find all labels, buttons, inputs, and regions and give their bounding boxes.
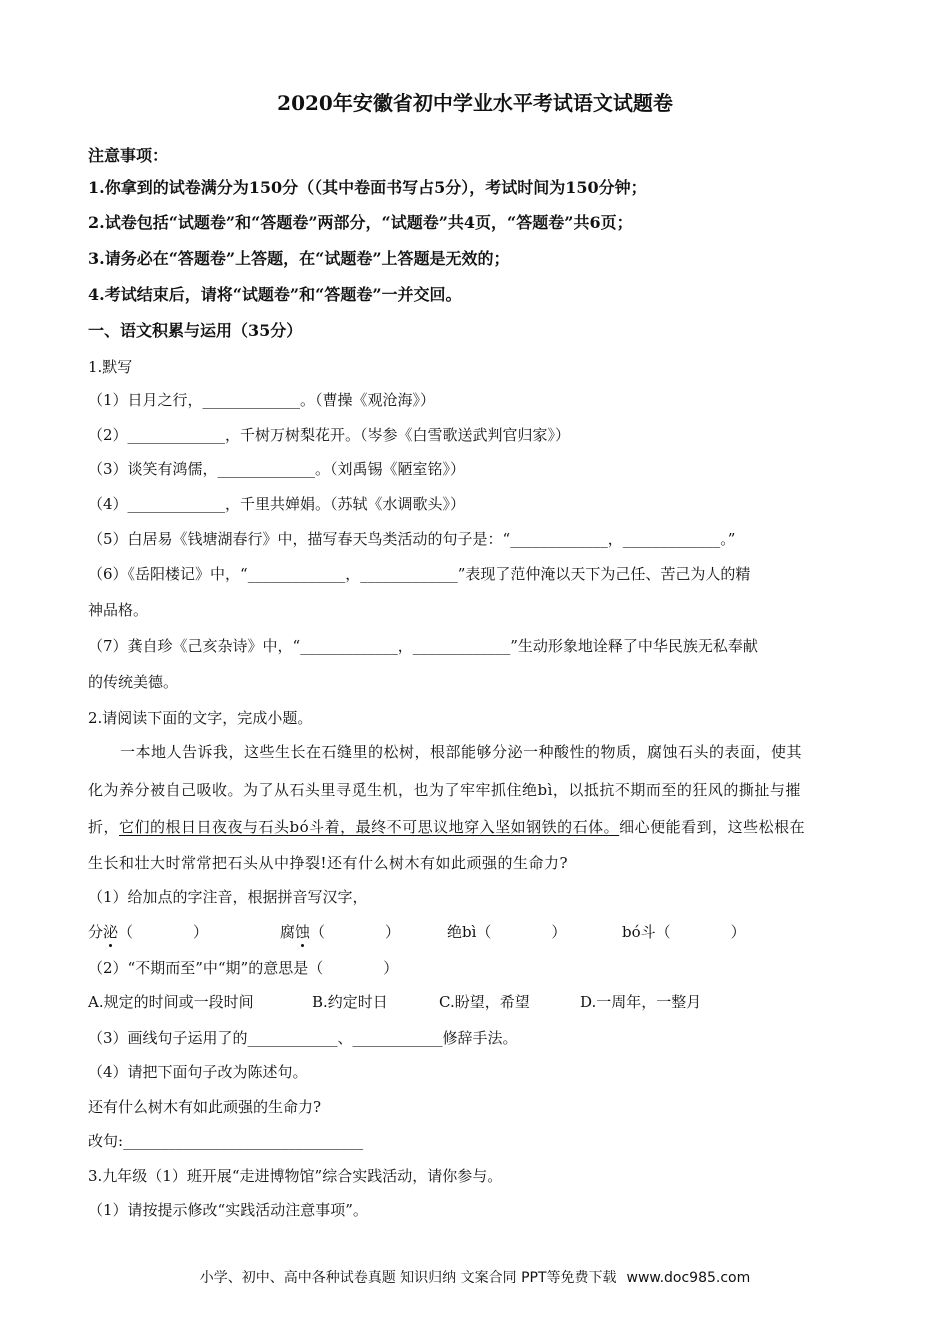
question-1-item: 的传统美德。 xyxy=(88,673,179,691)
passage-line xyxy=(88,817,805,837)
footer-banner xyxy=(0,1268,950,1288)
question-1-item: 神品格。 xyxy=(88,601,149,619)
notice-item-4: 4.考试结束后，请将“试题卷”和“答题卷”一并交回。 xyxy=(88,285,462,304)
word-item: 腐蚀（ ） xyxy=(280,923,401,941)
question-2-sub-4: （4）请把下面句子改为陈述句。 xyxy=(88,1063,308,1081)
option-a: A.规定的时间或一段时间 xyxy=(88,993,254,1011)
question-2-sub-3: （3）画线句子运用了的____________、____________修辞手法。 xyxy=(88,1029,518,1047)
footer-text: 小学、初中、高中各种试卷真题 知识归纳 文案合同 PPT等免费下载 xyxy=(199,1270,617,1286)
footer-site-link[interactable]: www.doc985.com xyxy=(626,1270,751,1286)
passage-text: 折， xyxy=(88,818,120,836)
question-1-item: （3）谈笑有鸿儒，_____________。（刘禹锡《陋室铭》） xyxy=(88,460,466,478)
passage-text: 细心便能看到，这些松根在 xyxy=(619,818,806,836)
question-1-item: （5）白居易《钱塘湖春行》中，描写春天鸟类活动的句子是：“_____________，_____________。” xyxy=(88,530,736,548)
word-item: 分泌（ ） xyxy=(88,923,209,941)
passage-line: 生长和壮大时常常把石头从中挣裂!还有什么树木有如此顽强的生命力? xyxy=(88,854,569,872)
page-title: 2020年安徽省初中学业水平考试语文试题卷 xyxy=(277,91,673,115)
question-2-sub-1: （1）给加点的字注音，根据拼音写汉字， xyxy=(88,888,368,906)
question-1-item: （7）龚自珍《己亥杂诗》中，“_____________，_____________”生动形象地诠释了中华民族无私奉献 xyxy=(88,637,758,655)
question-3-title: 3.九年级（1）班开展“走进博物馆”综合实践活动，请你参与。 xyxy=(88,1167,503,1185)
option-d: D.一周年，一整月 xyxy=(580,993,702,1011)
rewrite-label: 改句: xyxy=(88,1132,124,1150)
passage-line: 一本地人告诉我，这些生长在石缝里的松树，根部能够分泌一种酸性的物质，腐蚀石头的表面，使其 xyxy=(120,743,803,761)
passage-line: 化为养分被自己吸收。为了从石头里寻觅生机，也为了牢牢抓住绝bì，以抵抗不期而至的狂风的撕扯与摧 xyxy=(88,781,801,799)
rewrite-line xyxy=(88,1131,363,1151)
option-c: C.盼望，希望 xyxy=(439,993,530,1011)
notice-item-2: 2.试卷包括“试题卷”和“答题卷”两部分，“试题卷”共4页，“答题卷”共6页； xyxy=(88,213,633,232)
question-1-item: （4）_____________，千里共婵娟。（苏轼《水调歌头》） xyxy=(88,495,466,513)
question-1-item: （1）日月之行，_____________。（曹操《观沧海》） xyxy=(88,391,436,409)
question-2-title: 2.请阅读下面的文字，完成小题。 xyxy=(88,709,313,727)
rewrite-blank: ________________________________ xyxy=(123,1132,364,1150)
section-heading: 一、语文积累与运用（35分） xyxy=(88,321,303,340)
underlined-sentence: 它们的根日日夜夜与石头bó斗着，最终不可思议地穿入坚如钢铁的石体。 xyxy=(119,818,620,836)
question-sentence: 还有什么树木有如此顽强的生命力? xyxy=(88,1098,322,1116)
notice-item-3: 3.请务必在“答题卷”上答题，在“试题卷”上答题是无效的； xyxy=(88,249,510,268)
question-1-item: （6）《岳阳楼记》中，“_____________，_____________”表现了范仲淹以天下为己任、苦己为人的精 xyxy=(88,565,751,583)
notice-heading: 注意事项： xyxy=(88,146,169,165)
word-item: 绝bì（ ） xyxy=(447,923,567,941)
dotted-char: 蚀 xyxy=(295,923,311,941)
question-2-sub-2: （2）“不期而至”中“期”的意思是（ ） xyxy=(88,959,399,977)
dotted-char: 泌 xyxy=(103,923,119,941)
word-item: bó斗（ ） xyxy=(622,923,746,941)
question-1-title: 1.默写 xyxy=(88,358,133,376)
question-3-sub-1: （1）请按提示修改“实践活动注意事项”。 xyxy=(88,1201,368,1219)
option-b: B.约定时日 xyxy=(312,993,388,1011)
question-1-item: （2）_____________，千树万树梨花开。（岑参《白雪歌送武判官归家》） xyxy=(88,426,571,444)
notice-item-1: 1.你拿到的试卷满分为150分（（其中卷面书写占5分），考试时间为150分钟； xyxy=(88,178,647,197)
